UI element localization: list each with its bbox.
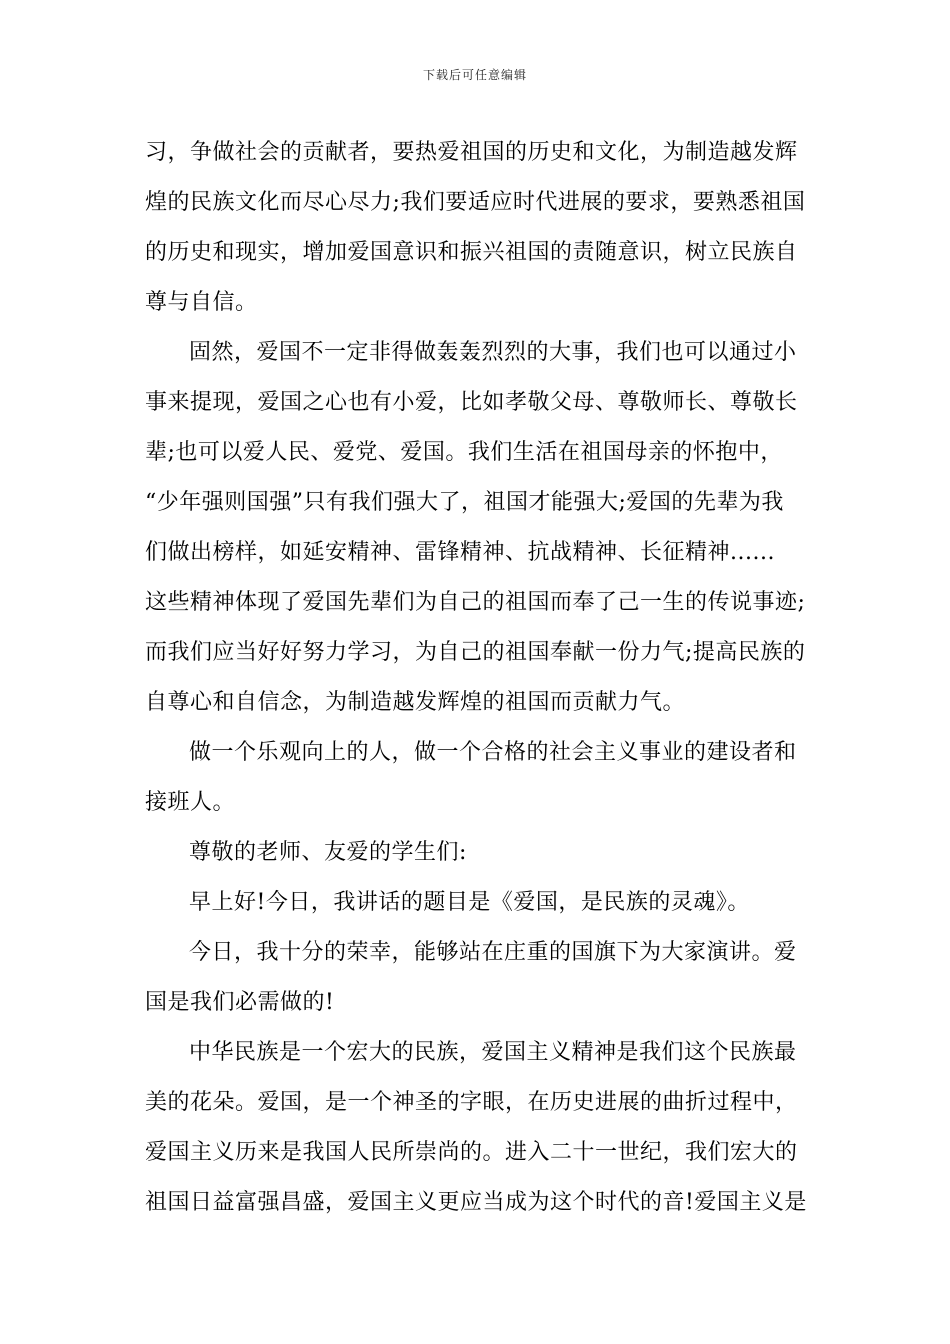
document-body — [145, 128, 810, 1228]
text-line: 接班人。 — [145, 790, 236, 815]
paragraph-start-line: 早上好!今日，我讲话的题目是《爱国，是民族的灵魂》。 — [189, 890, 750, 915]
page-header: 下载后可任意编辑 — [422, 68, 527, 82]
paragraph-start-line: 中华民族是一个宏大的民族，爱国主义精神是我们这个民族最 — [189, 1040, 797, 1065]
paragraph-start-line: 做一个乐观向上的人，做一个合格的社会主义事业的建设者和 — [189, 740, 797, 765]
text-line: 这些精神体现了爱国先辈们为自己的祖国而奉了己一生的传说事迹; — [145, 590, 806, 615]
text-line: 习，争做社会的贡献者，要热爱祖国的历史和文化，为制造越发辉 — [145, 140, 798, 165]
text-line: 辈;也可以爱人民、爱党、爱国。我们生活在祖国母亲的怀抱中， — [145, 440, 783, 465]
text-line: 事来提现，爱国之心也有小爱，比如孝敬父母、尊敬师长、尊敬长 — [145, 390, 798, 415]
text-line: 而我们应当好好努力学习，为自己的祖国奉献一份力气;提高民族的 — [145, 640, 806, 665]
text-line: 美的花朵。爱国，是一个神圣的字眼，在历史进展的曲折过程中， — [145, 1090, 798, 1115]
paragraph-start-line: 今日，我十分的荣幸，能够站在庄重的国旗下为大家演讲。爱 — [189, 940, 797, 965]
text-line: 自尊心和自信念，为制造越发辉煌的祖国而贡献力气。 — [145, 690, 686, 715]
text-line: 爱国主义历来是我国人民所崇尚的。进入二十一世纪，我们宏大的 — [145, 1140, 798, 1165]
text-line: 们做出榜样，如延安精神、雷锋精神、抗战精神、长征精神...... — [145, 540, 775, 565]
paragraph-start-line: 固然，爱国不一定非得做轰轰烈烈的大事，我们也可以通过小 — [189, 340, 797, 365]
greeting-line: 尊敬的老师、友爱的学生们: — [189, 840, 467, 865]
text-line: 祖国日益富强昌盛，爱国主义更应当成为这个时代的音!爱国主义是 — [145, 1190, 807, 1215]
text-line: “少年强则国强”只有我们强大了，祖国才能强大;爱国的先辈为我 — [145, 490, 784, 515]
text-line: 煌的民族文化而尽心尽力;我们要适应时代进展的要求，要熟悉祖国 — [145, 190, 806, 215]
text-line: 国是我们必需做的! — [145, 990, 335, 1015]
text-line: 尊与自信。 — [145, 290, 258, 315]
text-line: 的历史和现实，增加爱国意识和振兴祖国的责随意识，树立民族自 — [145, 240, 798, 265]
